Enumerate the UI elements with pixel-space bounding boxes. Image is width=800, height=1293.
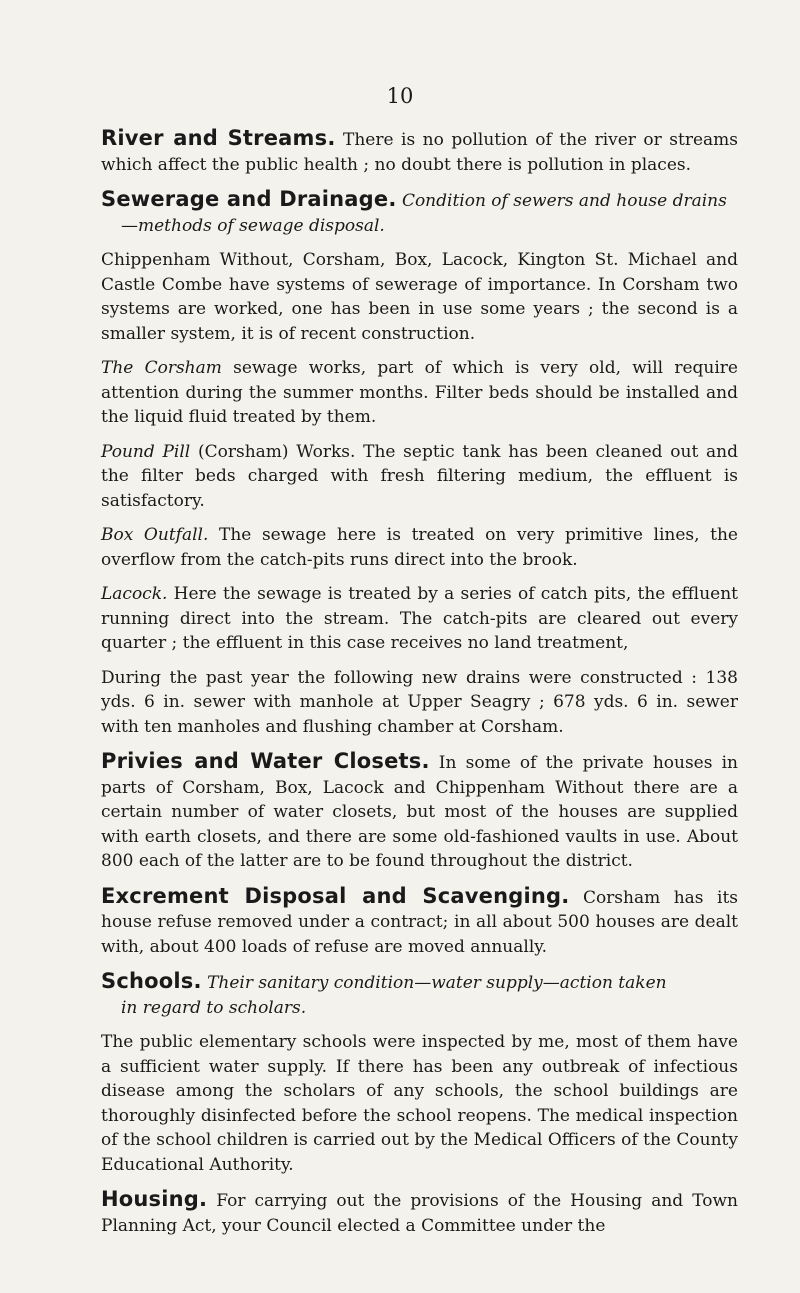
sewerage-paragraph-6: During the past year the following new drains were constructed : 138 yds. 6 in. sewer with manhole at Upper Seagry ; 678 yds. 6 in. sewer with ten manholes and flushing chamber at Corsham. <box>101 667 738 737</box>
sewerage-text-lacock: Here the sewage is treated by a series of catch pits, the effluent running direct into the stream. The catch-pits are cleared out every quarter ; the effluent in this case receives no land treatment, <box>101 584 738 653</box>
section-subtitle-schools: Their sanitary condition—water supply—action taken <box>207 973 667 993</box>
sewerage-lead-box: Box Outfall. <box>101 525 209 545</box>
sewerage-text-pound-pill: (Corsham) Works. The septic tank has been cleaned out and the filter beds charged with fresh filtering medium, the effluent is satisfactory. <box>101 441 739 511</box>
section-text-river: There is no pollution of the river or streams which affect the public health ; no doubt there is pollution in places. <box>101 130 739 175</box>
section-subtitle-schools-cont: in regard to scholars. <box>121 997 307 1018</box>
section-schools <box>101 969 738 996</box>
section-heading-housing: Housing. <box>101 1187 208 1211</box>
section-text-excrement: Corsham has its house refuse removed under a contract; in all about 500 houses are dealt with, about 400 loads of refuse are moved annually. <box>101 887 738 957</box>
sewerage-text-box: The sewage here is treated on very primitive lines, the overflow from the catch-pits runs direct into the brook. <box>101 525 738 570</box>
section-sewerage <box>101 187 738 214</box>
section-privies <box>101 749 738 874</box>
sewerage-paragraph-1: Chippenham Without, Corsham, Box, Lacock, Kington St. Michael and Castle Combe have systems of sewerage of importance. In Corsham two systems are worked, one has been in use some years ; the second is a smaller system, it is of recent construction. <box>101 250 738 344</box>
sewerage-lead-lacock: Lacock. <box>101 584 168 604</box>
section-river <box>101 126 738 177</box>
section-heading-sewerage: Sewerage and Drainage. <box>101 187 397 211</box>
section-text-privies: In some of the private houses in parts of Corsham, Box, Lacock and Chippenham Without there are a certain number of water closets, but most of the houses are supplied with earth closets, and there are some old-fashioned vaults in use. About 800 each of the latter are to be found throughout the district. <box>101 753 738 871</box>
section-heading-schools: Schools. <box>101 969 202 993</box>
section-text-schools: The public elementary schools were inspected by me, most of them have a sufficient water supply. If there has been any outbreak of infectious disease among the scholars of any schools, the school buildings are thoroughly disinfected before the school reopens. The medical inspection of the school children is carried out by the Medical Officers of the County Educational Authority. <box>101 1032 738 1175</box>
section-excrement <box>101 884 738 960</box>
sewerage-paragraph-4 <box>101 523 738 572</box>
sewerage-lead-pound-pill: Pound Pill <box>101 441 191 462</box>
sewerage-text-corsham: sewage works, part of which is very old, will require attention during the summer months. Filter beds should be installed and the liquid fluid treated by them. <box>101 358 738 427</box>
sewerage-lead-corsham: The Corsham <box>101 358 222 378</box>
sewerage-paragraph-3 <box>101 440 738 514</box>
page-number: 10 <box>386 84 414 108</box>
page-body <box>101 126 738 1238</box>
section-text-housing: For carrying out the provisions of the Housing and Town Planning Act, your Council elected a Committee under the <box>101 1191 738 1236</box>
section-heading-excrement: Excrement Disposal and Scavenging. <box>101 883 570 908</box>
section-heading-privies: Privies and Water Closets. <box>101 749 430 773</box>
section-housing <box>101 1187 738 1238</box>
section-subtitle-sewerage-cont: —methods of sewage disposal. <box>121 215 385 236</box>
section-subtitle-sewerage: Condition of sewers and house drains <box>401 191 727 211</box>
sewerage-paragraph-5 <box>101 582 738 656</box>
section-heading-river: River and Streams. <box>101 126 336 150</box>
sewerage-paragraph-2 <box>101 356 738 430</box>
